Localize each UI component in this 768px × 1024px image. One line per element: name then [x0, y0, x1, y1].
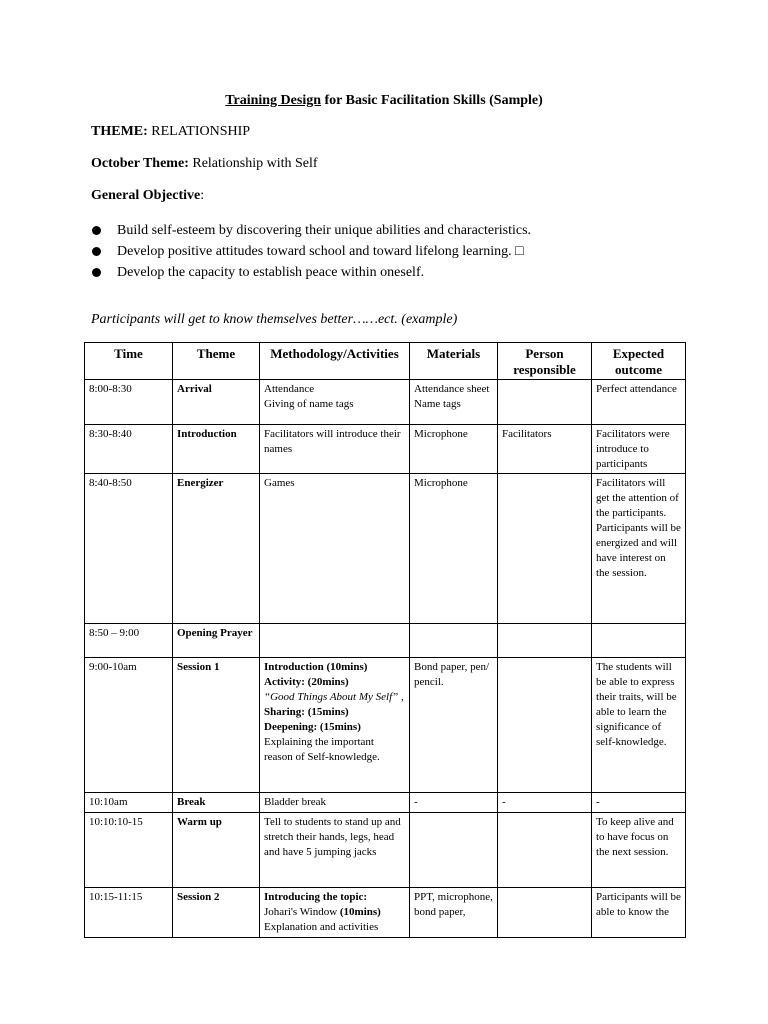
- cell-person: [498, 888, 592, 938]
- theme-line: [91, 124, 250, 140]
- header-outcome: Expected outcome: [592, 343, 686, 380]
- bullet-icon: [92, 268, 101, 277]
- cell-outcome: -: [592, 793, 686, 813]
- cell-person: [498, 474, 592, 624]
- cell-time: 8:30-8:40: [85, 425, 173, 474]
- title-underlined: Training Design: [225, 93, 321, 108]
- cell-person: [498, 624, 592, 658]
- schedule-body: [85, 380, 686, 938]
- cell-theme: Warm up: [173, 813, 260, 888]
- october-theme-value: Relationship with Self: [188, 156, 318, 171]
- methodology-line: Introduction (10mins): [264, 661, 368, 673]
- cell-line: Microphone: [414, 428, 468, 440]
- cell-outcome: To keep alive and to have focus on the next session.: [592, 813, 686, 888]
- header-time: Time: [85, 343, 173, 380]
- cell-theme: Session 1: [173, 658, 260, 793]
- table-row: [85, 474, 686, 624]
- cell-theme: Opening Prayer: [173, 624, 260, 658]
- header-method: Methodology/Activities: [260, 343, 410, 380]
- table-row: [85, 380, 686, 425]
- methodology-line: Facilitators will introduce their names: [264, 428, 401, 455]
- cell-methodology: [260, 888, 410, 938]
- objective-item: [91, 220, 531, 241]
- cell-materials: [410, 793, 498, 813]
- methodology-line: Games: [264, 477, 295, 489]
- cell-methodology: [260, 793, 410, 813]
- cell-methodology: [260, 425, 410, 474]
- cell-outcome: Participants will be able to know the: [592, 888, 686, 938]
- methodology-bold: (10mins): [339, 906, 381, 918]
- cell-theme: Introduction: [173, 425, 260, 474]
- methodology-line: Giving of name tags: [264, 398, 354, 410]
- objective-item: [91, 262, 531, 283]
- cell-person: [498, 658, 592, 793]
- header-materials: Materials: [410, 343, 498, 380]
- table-row: [85, 813, 686, 888]
- bullet-icon: [92, 226, 101, 235]
- cell-line: Name tags: [414, 398, 461, 410]
- cell-outcome: Facilitators will get the attention of the participants. Participants will be energized and will have interest on the session.: [592, 474, 686, 624]
- cell-materials: [410, 624, 498, 658]
- cell-time: 8:00-8:30: [85, 380, 173, 425]
- general-objective-suffix: :: [200, 188, 205, 203]
- cell-methodology: [260, 474, 410, 624]
- methodology-line: Sharing: (15mins): [264, 706, 349, 718]
- cell-time: 10:15-11:15: [85, 888, 173, 938]
- cell-methodology: [260, 813, 410, 888]
- general-objective-line: [91, 188, 204, 204]
- cell-person: -: [498, 793, 592, 813]
- methodology-line: Attendance: [264, 383, 315, 395]
- objectives-list: [91, 220, 531, 283]
- cell-theme: Energizer: [173, 474, 260, 624]
- methodology-line: Explanation and activities: [264, 921, 379, 933]
- objective-text: Develop positive attitudes toward school and toward lifelong learning. □: [117, 244, 524, 259]
- cell-outcome: Facilitators were introduce to participants: [592, 425, 686, 474]
- methodology-line: Introducing the topic:: [264, 891, 368, 903]
- cell-materials: [410, 380, 498, 425]
- participants-note: Participants will get to know themselves better……ect. (example): [91, 312, 458, 327]
- cell-theme: Session 2: [173, 888, 260, 938]
- methodology-line: “Good Things About My Self” ,: [264, 691, 404, 703]
- table-row: [85, 425, 686, 474]
- cell-line: Microphone: [414, 477, 468, 489]
- table-row: [85, 658, 686, 793]
- table-row: [85, 624, 686, 658]
- cell-methodology: [260, 380, 410, 425]
- general-objective-label: General Objective: [91, 188, 201, 203]
- cell-line: Attendance sheet: [414, 383, 490, 395]
- theme-value: RELATIONSHIP: [147, 124, 251, 139]
- bullet-icon: [92, 247, 101, 256]
- cell-time: 9:00-10am: [85, 658, 173, 793]
- cell-time: 8:40-8:50: [85, 474, 173, 624]
- cell-theme: Arrival: [173, 380, 260, 425]
- document-title: [0, 93, 768, 109]
- cell-person: [498, 380, 592, 425]
- cell-outcome: [592, 624, 686, 658]
- cell-outcome: The students will be able to express their traits, will be able to learn the significance of self-knowledge.: [592, 658, 686, 793]
- methodology-line: Tell to students to stand up and stretch their hands, legs, head and have 5 jumping jacks: [264, 816, 401, 858]
- table-header-row: [85, 343, 686, 380]
- objective-item: [91, 241, 531, 262]
- methodology-line: Activity: (20mins): [264, 676, 349, 688]
- cell-person: Facilitators: [498, 425, 592, 474]
- cell-methodology: [260, 624, 410, 658]
- cell-theme: Break: [173, 793, 260, 813]
- cell-materials: [410, 658, 498, 793]
- cell-methodology: [260, 658, 410, 793]
- table-row: [85, 888, 686, 938]
- header-theme: Theme: [173, 343, 260, 380]
- october-theme-label: October Theme:: [91, 156, 189, 171]
- methodology-line: Explaining the important reason of Self-knowledge.: [264, 736, 380, 763]
- cell-time: 10:10am: [85, 793, 173, 813]
- methodology-line: Bladder break: [264, 796, 326, 808]
- header-person: Person responsible: [498, 343, 592, 380]
- cell-time: 8:50 – 9:00: [85, 624, 173, 658]
- methodology-line: Deepening: (15mins): [264, 721, 361, 733]
- cell-line: Bond paper, pen/ pencil.: [414, 661, 490, 688]
- schedule-table: [84, 342, 686, 938]
- methodology-line: Johari's Window (10mins): [264, 906, 381, 918]
- theme-label: THEME:: [91, 124, 148, 139]
- table-row: [85, 793, 686, 813]
- cell-time: 10:10:10-15: [85, 813, 173, 888]
- cell-materials: [410, 474, 498, 624]
- october-theme-line: [91, 156, 318, 172]
- objective-text: Develop the capacity to establish peace within oneself.: [117, 265, 425, 280]
- cell-person: [498, 813, 592, 888]
- cell-materials: [410, 888, 498, 938]
- cell-line: PPT, microphone, bond paper,: [414, 891, 493, 918]
- objective-text: Build self-esteem by discovering their unique abilities and characteristics.: [117, 223, 532, 238]
- cell-materials: [410, 425, 498, 474]
- cell-line: -: [414, 796, 418, 808]
- cell-outcome: Perfect attendance: [592, 380, 686, 425]
- title-rest: for Basic Facilitation Skills (Sample): [321, 93, 543, 108]
- cell-materials: [410, 813, 498, 888]
